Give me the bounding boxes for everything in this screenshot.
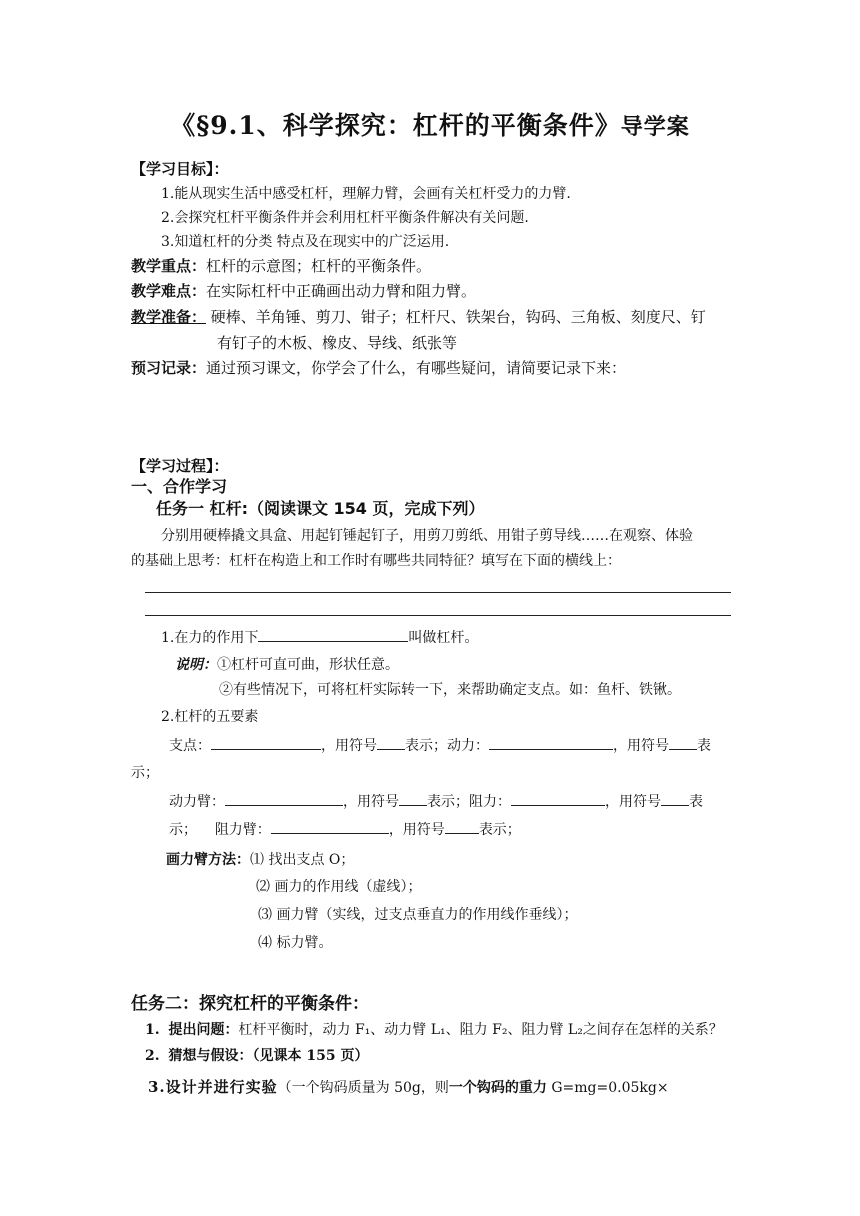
- task2-item-2: [145, 1045, 369, 1065]
- key-points-label: 教学重点：: [131, 257, 207, 275]
- task2-item-3-bold: 一个钩码的重力: [448, 1080, 547, 1096]
- title-main: 《§9.1、科学探究：杠杆的平衡条件》: [170, 111, 621, 140]
- task1-para-1: 分别用硬棒撬文具盒、用起钉锤起钉子，用剪刀剪纸、用钳子剪导线……在观察、体验: [161, 528, 693, 544]
- fulcrum-represent: 表示；: [405, 738, 447, 754]
- method-label: 画力臂方法：: [166, 852, 250, 868]
- task2-item-1-text: 杠杆平衡时，动力 F₁、动力臂 L₁、阻力 F₂、阻力臂 L₂之间存在怎样的关系？: [238, 1022, 723, 1038]
- task2-item-2-num: 2.: [145, 1048, 160, 1064]
- fulcrum-symbol-blank[interactable]: [377, 735, 405, 750]
- note-label: 说明：: [175, 657, 217, 673]
- power-arm-row: [169, 791, 703, 811]
- power-symbol-text: ，用符号: [613, 738, 669, 754]
- fulcrum-row: [169, 735, 711, 755]
- preparation: [131, 306, 706, 327]
- task1-para-2: 的基础上思考：杠杆在构造上和工作时有哪些共同特征？填写在下面的横线上：: [131, 553, 621, 569]
- method-step-1: ⑴ 找出支点 O；: [250, 852, 355, 868]
- q1-blank[interactable]: [258, 627, 408, 642]
- resistance-symbol-blank[interactable]: [661, 791, 689, 806]
- power-arm-symbol-text: ，用符号: [343, 794, 399, 810]
- preview-label: 预习记录：: [131, 359, 207, 377]
- task2-item-1: [145, 1019, 723, 1039]
- method-step-4: ⑷ 标力臂。: [258, 935, 333, 951]
- q1-suffix: 叫做杠杆。: [408, 630, 479, 646]
- resistance-label: 阻力：: [469, 794, 511, 810]
- question-1: [161, 627, 478, 647]
- power-arm-blank[interactable]: [225, 791, 343, 806]
- process-heading: 【学习过程】：: [131, 457, 229, 475]
- power-arm-symbol-blank[interactable]: [399, 791, 427, 806]
- task2-item-3-text-b: G=mg=0.05kg×: [546, 1080, 669, 1096]
- note-1-text: ①杠杆可直可曲，形状任意。: [217, 657, 399, 673]
- fulcrum-label: 支点：: [169, 738, 211, 754]
- q1-prefix: 1.在力的作用下: [161, 630, 259, 646]
- preparation-line-1: 硬棒、羊角锤、剪刀、钳子；杠杆尺、铁架台，钩码、三角板、刻度尺、钉: [210, 308, 706, 326]
- power-represent: 表: [697, 738, 711, 754]
- answer-line-1[interactable]: [145, 592, 731, 593]
- power-blank[interactable]: [489, 735, 613, 750]
- task2-item-3-label: 3.设计并进行实验: [148, 1078, 278, 1096]
- answer-line-2[interactable]: [145, 615, 731, 616]
- resistance-arm-blank[interactable]: [271, 819, 389, 834]
- goal-item-2: 2.会探究杠杆平衡条件并会利用杠杆平衡条件解决有关问题.: [161, 210, 529, 226]
- preview: [131, 357, 626, 378]
- resistance-arm-symbol-blank[interactable]: [445, 819, 479, 834]
- page-title: [0, 106, 860, 142]
- question-2: 2.杠杆的五要素: [161, 709, 259, 725]
- resistance-represent: 表: [689, 794, 703, 810]
- difficulty-label: 教学难点：: [131, 282, 207, 300]
- resistance-arm-label: 阻力臂：: [214, 822, 271, 838]
- difficulty: [131, 280, 476, 301]
- preparation-label: 教学准备：: [131, 308, 207, 326]
- task1-heading: 任务一 杠杆:（阅读课文 154 页，完成下列）: [156, 499, 485, 518]
- resistance-symbol-text: ，用符号: [605, 794, 661, 810]
- power-label: 动力：: [447, 738, 489, 754]
- key-points: [131, 255, 431, 276]
- note-1: [175, 654, 399, 674]
- method-step-3: ⑶ 画力臂（实线，过支点垂直力的作用线作垂线）；: [258, 907, 578, 923]
- key-points-text: 杠杆的示意图；杠杆的平衡条件。: [206, 257, 432, 275]
- power-arm-label: 动力臂：: [169, 794, 225, 810]
- resistance-represent-wrap: 示；: [169, 822, 197, 838]
- task2-item-1-num: 1.: [145, 1022, 160, 1038]
- method-step-2: ⑵ 画力的作用线（虚线）；: [256, 879, 422, 895]
- task2-item-3: [148, 1076, 669, 1097]
- goal-item-1: 1.能从现实生活中感受杠杆，理解力臂，会画有关杠杆受力的力臂.: [161, 186, 571, 202]
- task2-heading: 任务二：探究杠杆的平衡条件：: [131, 994, 369, 1014]
- goal-item-3: 3.知道杠杆的分类 特点及在现实中的广泛运用.: [161, 234, 450, 250]
- task2-item-1-label: 提出问题：: [168, 1022, 239, 1038]
- preview-text: 通过预习课文，你学会了什么，有哪些疑问，请简要记录下来：: [206, 359, 627, 377]
- power-represent-wrap: 示；: [131, 765, 159, 781]
- resistance-arm-represent: 表示；: [478, 822, 521, 838]
- difficulty-text: 在实际杠杆中正确画出动力臂和阻力臂。: [206, 282, 477, 300]
- fulcrum-blank[interactable]: [211, 735, 321, 750]
- task2-item-3-text-a: （一个钩码质量为 50g，则: [277, 1080, 449, 1096]
- method-step-1-row: [166, 849, 354, 869]
- resistance-arm-row: [169, 819, 521, 839]
- power-arm-represent: 表示；: [427, 794, 469, 810]
- section-cooperative-learning: 一、合作学习: [131, 477, 228, 496]
- note-2: ②有些情况下，可将杠杆实际转一下，来帮助确定支点。如：鱼杆、铁锹。: [219, 682, 681, 698]
- task2-item-2-label: 猜想与假设：（见课本 155 页）: [168, 1048, 369, 1064]
- resistance-arm-symbol-text: ，用符号: [388, 822, 445, 838]
- power-symbol-blank[interactable]: [669, 735, 697, 750]
- goals-heading: 【学习目标】：: [131, 160, 229, 178]
- resistance-blank[interactable]: [511, 791, 605, 806]
- fulcrum-symbol-text: ，用符号: [321, 738, 377, 754]
- preparation-line-2: 有钉子的木板、橡皮、导线、纸张等: [217, 334, 458, 352]
- title-suffix: 导学案: [620, 115, 690, 140]
